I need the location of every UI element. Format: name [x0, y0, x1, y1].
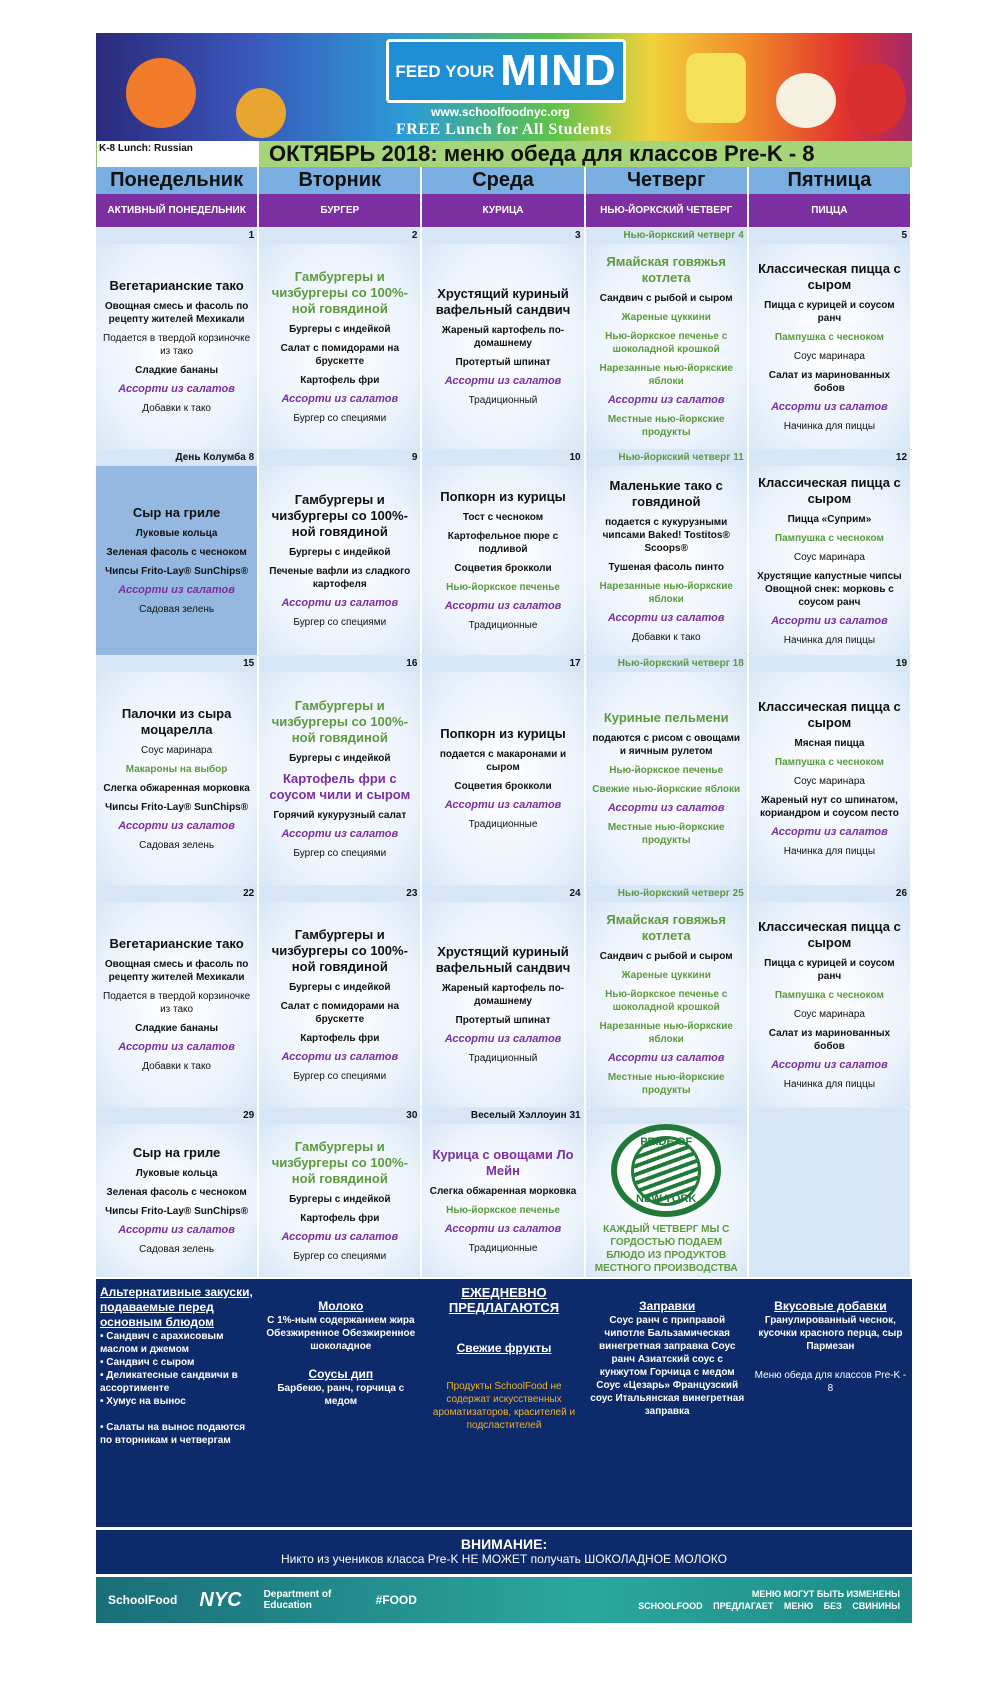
menu-item: Нарезанные нью-йоркские яблоки — [599, 1021, 733, 1045]
banner-tagline: FREE Lunch for All Students — [396, 121, 612, 138]
menu-grade-note: Меню обеда для классов Pre-K - 8 — [754, 1370, 907, 1394]
menu-item: Картофельное пюре с подливой — [447, 531, 559, 555]
menu-item: Соцветия брокколи — [454, 563, 552, 574]
day-cell — [259, 1108, 422, 1277]
menu-item: Тушеная фасоль пинто — [608, 561, 724, 573]
alternatives-item: • Хумус на вынос — [100, 1396, 186, 1407]
day-date: Веселый Хэллоуин 31 — [422, 1108, 583, 1124]
menu-item: Ассорти из салатов — [444, 600, 562, 612]
bottom-right-note — [638, 1588, 900, 1612]
doe-logo: Department of Education — [263, 1589, 332, 1611]
menu-item: Луковые кольца — [135, 528, 218, 539]
daily-fruit: Свежие фрукты — [456, 1341, 552, 1355]
menu-item: Гамбургеры и чизбургеры со 100%-ной говядиной — [271, 926, 408, 974]
menu-item: Чипсы Frito-Lay® SunChips® — [105, 566, 249, 577]
menu-item: Печеные вафли из сладкого картофеля — [269, 566, 411, 590]
day-date: 23 — [259, 886, 420, 902]
menu-item: Ассорти из салатов — [281, 1230, 399, 1243]
menu-item: Ассорти из салатов — [444, 375, 562, 387]
chocolate-milk-notice — [96, 1530, 912, 1574]
alternatives-item: • Сандвич с арахисовым маслом и джемом — [100, 1331, 224, 1355]
menu-item: Вегетарианские тако — [109, 278, 244, 293]
menu-item: Добавки к тако — [631, 631, 701, 643]
menu-item: Начинка для пиццы — [783, 420, 876, 432]
menu-item: Ассорти из салатов — [118, 819, 235, 832]
day-menu — [749, 466, 910, 655]
day-menu — [422, 902, 583, 1107]
menu-item: Хрустящий куриный вафельный сандвич — [435, 286, 571, 317]
menu-item: Ассорти из салатов — [607, 1052, 725, 1064]
day-cell — [96, 450, 259, 655]
logo-right-text: MIND — [500, 46, 617, 95]
feed-your-mind-banner — [96, 33, 912, 141]
day-date: Нью-йоркский четверг 11 — [586, 450, 747, 466]
week-row — [96, 885, 912, 1107]
menu-item: Пампушка с чесноком — [774, 757, 884, 768]
seal-bottom-text: NEW YORK — [636, 1193, 697, 1205]
milk-mascot-icon — [686, 53, 746, 123]
menu-item: подается с макаронами и сыром — [439, 749, 567, 773]
menu-item: Ассорти из салатов — [444, 1033, 562, 1045]
day-menu — [422, 466, 583, 655]
weekday-monday: Понедельник — [96, 167, 259, 194]
menu-item: Местные нью-йоркские продукты — [607, 822, 725, 846]
day-cell — [259, 886, 422, 1107]
day-date: 2 — [259, 228, 420, 244]
menu-item: Ассорти из салатов — [118, 383, 235, 395]
menu-item: Ассорти из салатов — [444, 1222, 562, 1235]
day-cell — [259, 450, 422, 655]
menu-item: Бургер со специями — [293, 847, 387, 859]
menu-item: Бургеры с индейкой — [289, 752, 391, 764]
pride-of-new-york-seal — [611, 1124, 721, 1217]
day-cell — [586, 886, 749, 1107]
footer-daily — [422, 1279, 585, 1527]
menu-item: Хрустящий куриный вафельный сандвич — [435, 944, 571, 975]
menu-item: Зеленая фасоль с чесноком — [106, 1187, 247, 1198]
menu-item: Пицца с курицей и соусом ранч — [764, 957, 895, 982]
menu-item: Ассорти из салатов — [771, 400, 888, 413]
menu-item: Ассорти из салатов — [281, 1050, 399, 1063]
menu-item: Ассорти из салатов — [281, 597, 399, 609]
menu-item: Пицца «Суприм» — [787, 513, 872, 525]
menu-item: Нарезанные нью-йоркские яблоки — [599, 580, 733, 605]
menu-item: Традиционные — [468, 1242, 538, 1254]
menu-item: Салат из маринованных бобов — [768, 369, 891, 394]
menu-item: Бургеры с индейкой — [289, 1193, 391, 1205]
menu-item: Садовая зелень — [139, 1244, 215, 1255]
menu-change-note: МЕНЮ МОГУТ БЫТЬ ИЗМЕНЕНЫ — [751, 1589, 900, 1599]
notice-title: ВНИМАНИЕ: — [460, 1536, 548, 1552]
daily-note: Продукты SchoolFood не содержат искусственных ароматизаторов, красителей и подсластителей — [432, 1381, 576, 1431]
flavors-text: Гранулированный чеснок, кусочки красного перца, сыр Пармезан — [758, 1315, 903, 1352]
menu-item: Гамбургеры и чизбургеры со 100%-ной говядиной — [271, 492, 408, 539]
menu-item: Чипсы Frito-Lay® SunChips® — [105, 1206, 249, 1217]
day-menu — [259, 466, 420, 655]
theme-tuesday: БУРГЕР — [259, 194, 422, 227]
menu-item: Соус маринара — [793, 551, 865, 563]
day-menu — [259, 1124, 420, 1277]
menu-item: Нью-йоркское печенье — [446, 582, 560, 593]
menu-item: Слегка обжаренная морковка — [103, 782, 250, 794]
apple-mascot-icon — [846, 63, 906, 133]
day-date: 24 — [422, 886, 583, 902]
menu-item: Свежие нью-йоркские яблоки — [592, 784, 741, 795]
menu-item: Чипсы Frito-Lay® SunChips® — [105, 801, 249, 813]
menu-item: Попкорн из курицы — [440, 489, 566, 504]
menu-item: Бургер со специями — [293, 1250, 387, 1262]
menu-item: Жареный нут со шпинатом, кориандром и соусом песто — [759, 795, 899, 819]
menu-item: Ассорти из салатов — [771, 1058, 888, 1071]
day-cell — [259, 656, 422, 885]
menu-item: Куриные пельмени — [603, 710, 729, 725]
logo-left-text: FEED YOUR — [395, 61, 495, 81]
day-cell — [96, 228, 259, 449]
menu-item: Вегетарианские тако — [109, 936, 244, 951]
day-date: 19 — [749, 656, 910, 672]
fruit-mascot-icon — [236, 88, 286, 138]
day-menu — [422, 244, 583, 449]
day-menu — [586, 244, 747, 449]
milk-title: Молоко — [318, 1299, 364, 1313]
menu-item: Картофель фри — [300, 1032, 380, 1044]
day-menu — [749, 672, 910, 885]
daily-title: ЕЖЕДНЕВНО ПРЕДЛАГАЮТСЯ — [448, 1285, 560, 1315]
menu-item: Местные нью-йоркские продукты — [607, 1072, 725, 1096]
menu-item: подаются с рисом с овощами и яичным рулетом — [592, 733, 741, 757]
seal-top-text: PRIDE OF — [640, 1136, 693, 1148]
menu-item: Начинка для пиццы — [783, 634, 876, 646]
day-date: 9 — [259, 450, 420, 466]
day-date: Нью-йоркский четверг 4 — [586, 228, 747, 244]
menu-item: Картофель фри с соусом чили и сыром — [269, 770, 411, 802]
menu-item: Соус маринара — [793, 1008, 865, 1020]
day-cell — [586, 228, 749, 449]
menu-item: Ассорти из салатов — [607, 394, 725, 406]
day-date: 17 — [422, 656, 583, 672]
menu-item: Соцветия брокколи — [454, 781, 552, 792]
menu-item: Ассорти из салатов — [118, 1041, 235, 1053]
menu-item: Жареный картофель по-домашнему — [441, 325, 565, 349]
menu-item: Садовая зелень — [139, 839, 215, 851]
menu-item: Сыр на гриле — [132, 505, 221, 520]
menu-item: Салат с помидорами на брускетте — [280, 342, 400, 367]
day-cell — [96, 656, 259, 885]
alternatives-item: • Деликатесные сандвичи в ассортименте — [100, 1370, 238, 1394]
day-cell — [749, 450, 912, 655]
day-date: День Колумба 8 — [96, 450, 257, 466]
menu-item: Луковые кольца — [135, 1168, 218, 1179]
theme-friday: ПИЦЦА — [749, 194, 912, 227]
banner-url[interactable]: www.schoolfoodnyc.org — [431, 105, 570, 119]
menu-item: Ассорти из салатов — [444, 799, 562, 811]
page-title: ОКТЯБРЬ 2018: меню обеда для классов Pre-K - 8 — [259, 141, 912, 167]
day-menu — [586, 466, 747, 655]
menu-item: Гамбургеры и чизбургеры со 100%-ной говядиной — [271, 697, 408, 745]
day-cell — [586, 450, 749, 655]
day-menu — [96, 672, 257, 885]
menu-item: Ассорти из салатов — [281, 827, 399, 840]
menu-item: Классическая пицца с сыром — [758, 699, 901, 730]
menu-item: Протертый шпинат — [455, 357, 551, 368]
alternatives-item: • Сандвич с сыром — [100, 1357, 195, 1368]
menu-calendar-grid — [96, 227, 912, 1277]
menu-item: Ассорти из салатов — [771, 614, 888, 627]
menu-item: Овощная смесь и фасоль по рецепту жителей Мехикали — [104, 301, 249, 325]
day-date: 10 — [422, 450, 583, 466]
day-menu — [422, 672, 583, 885]
theme-monday: АКТИВНЫЙ ПОНЕДЕЛЬНИК — [96, 194, 259, 227]
menu-item: Нарезанные нью-йоркские яблоки — [599, 363, 733, 387]
menu-item: Сладкие бананы — [135, 365, 219, 376]
day-menu — [96, 466, 257, 655]
day-date: 30 — [259, 1108, 420, 1124]
menu-item: Ассорти из салатов — [118, 584, 235, 596]
menu-item: Протертый шпинат — [455, 1015, 551, 1026]
pork-free-note: SCHOOLFOOD ПРЕДЛАГАЕТ МЕНЮ БЕЗ СВИНИНЫ — [638, 1601, 900, 1611]
day-cell — [422, 886, 585, 1107]
day-date: 15 — [96, 656, 257, 672]
menu-item: Картофель фри — [300, 374, 380, 386]
menu-item: Салат из маринованных бобов — [768, 1027, 891, 1052]
week-row — [96, 227, 912, 449]
menu-item: Нью-йоркское печенье — [609, 765, 724, 776]
day-date: 29 — [96, 1108, 257, 1124]
day-menu — [96, 1124, 257, 1277]
bottom-logo-bar — [96, 1577, 912, 1623]
menu-item: Традиционный — [468, 1053, 538, 1064]
menu-item: Бургер со специями — [293, 412, 387, 424]
menu-item: Подается в твердой корзиночке из тако — [103, 991, 251, 1015]
menu-item: Мясная пицца — [794, 738, 865, 749]
theme-row — [96, 194, 912, 227]
footer-alternatives — [96, 1279, 259, 1527]
menu-page — [96, 33, 912, 1623]
menu-item: Нью-йоркское печенье с шоколадной крошкой — [605, 331, 728, 355]
day-date: Нью-йоркский четверг 18 — [586, 656, 747, 672]
day-date — [749, 1108, 910, 1124]
menu-item: Бургеры с индейкой — [289, 323, 391, 335]
menu-item: Соус маринара — [793, 350, 865, 362]
menu-item: Соус маринара — [141, 744, 213, 756]
program-label: K-8 Lunch: Russian — [97, 141, 259, 167]
menu-item: Ассорти из салатов — [771, 826, 888, 838]
menu-item: КАЖДЫЙ ЧЕТВЕРГ МЫ С ГОРДОСТЬЮ ПОДАЕМ БЛЮДО ИЗ ПРОДУКТОВ МЕСТНОГО ПРОИЗВОДСТВА — [594, 1224, 738, 1274]
day-menu — [749, 244, 910, 449]
notice-text: Никто из учеников класса Pre-K НЕ МОЖЕТ получать ШОКОЛАДНОЕ МОЛОКО — [281, 1552, 727, 1566]
day-menu — [96, 244, 257, 449]
day-date: Нью-йоркский четверг 25 — [586, 886, 747, 902]
menu-item: Нью-йоркское печенье — [446, 1204, 560, 1216]
menu-item: Классическая пицца с сыром — [758, 260, 901, 292]
day-cell — [259, 228, 422, 449]
footer-milk — [259, 1279, 422, 1527]
day-date: 12 — [749, 450, 910, 466]
menu-item: Бургер со специями — [293, 1070, 387, 1082]
day-menu — [259, 902, 420, 1107]
dressings-title: Заправки — [639, 1299, 696, 1313]
menu-item: Картофель фри — [300, 1212, 380, 1224]
day-cell — [422, 656, 585, 885]
menu-item: Начинка для пиццы — [783, 1078, 876, 1090]
menu-item: Местные нью-йоркские продукты — [607, 414, 725, 438]
menu-item: Гамбургеры и чизбургеры со 100%-ной говядиной — [271, 1138, 408, 1186]
menu-item: Слегка обжаренная морковка — [429, 1185, 577, 1197]
footer-dressings — [586, 1279, 749, 1527]
day-menu — [586, 672, 747, 885]
week-row — [96, 655, 912, 885]
day-cell — [422, 228, 585, 449]
theme-thursday: НЬЮ-ЙОРКСКИЙ ЧЕТВЕРГ — [586, 194, 749, 227]
milk-text: С 1%-ным содержанием жира Обезжиренное Обезжиренное шоколадное — [266, 1315, 416, 1352]
weekday-header — [96, 167, 912, 194]
office-of-food-logo: #FOOD — [375, 1593, 417, 1607]
menu-item: Палочки из сыра моцарелла — [121, 705, 232, 737]
menu-item: Овощная смесь и фасоль по рецепту жителей Мехикали — [104, 959, 249, 983]
menu-item: Салат с помидорами на брускетте — [280, 1000, 400, 1025]
menu-item: Традиционные — [468, 819, 538, 830]
week-row — [96, 449, 912, 655]
day-menu — [586, 902, 747, 1107]
menu-item: Жареный картофель по-домашнему — [441, 983, 565, 1007]
day-menu — [96, 902, 257, 1107]
day-date: 1 — [96, 228, 257, 244]
menu-item: Пампушка с чесноком — [774, 989, 884, 1001]
day-cell — [749, 656, 912, 885]
day-cell — [586, 1108, 749, 1277]
menu-item: Зеленая фасоль с чесноком — [106, 547, 247, 558]
title-row — [96, 141, 912, 167]
menu-item: Пицца с курицей и соусом ранч — [764, 299, 895, 324]
menu-item: Классическая пицца с сыром — [758, 474, 901, 506]
menu-item: Начинка для пиццы — [783, 846, 876, 857]
flavors-title: Вкусовые добавки — [774, 1299, 887, 1313]
alternatives-item: • Салаты на вынос подаются по вторникам и четвергам — [100, 1422, 246, 1446]
day-menu — [259, 672, 420, 885]
menu-item: Бургеры с индейкой — [289, 981, 391, 993]
orange-mascot-icon — [126, 58, 196, 128]
menu-item: Ассорти из салатов — [281, 392, 399, 405]
day-date: 3 — [422, 228, 583, 244]
menu-item: Пампушка с чесноком — [774, 331, 884, 343]
day-cell — [96, 886, 259, 1107]
menu-item: Нью-йоркское печенье с шоколадной крошкой — [605, 989, 728, 1013]
menu-item: Ассорти из салатов — [118, 1224, 235, 1236]
day-cell — [96, 1108, 259, 1277]
menu-item: Подается в твердой корзиночке из тако — [103, 333, 251, 357]
day-cell — [749, 1108, 912, 1277]
alternatives-title: Альтернативные закуски, подаваемые перед основным блюдом — [100, 1285, 253, 1329]
menu-item: Соус маринара — [793, 776, 865, 787]
footer-flavors — [749, 1279, 912, 1527]
day-cell — [422, 450, 585, 655]
day-date: 26 — [749, 886, 910, 902]
nyc-logo: NYC — [199, 1588, 242, 1611]
week-row — [96, 1107, 912, 1277]
day-menu — [586, 1124, 747, 1277]
menu-item: Макароны на выбор — [125, 763, 228, 775]
day-menu — [749, 902, 910, 1107]
day-menu — [422, 1124, 583, 1277]
menu-item: Ямайская говяжья котлета — [606, 912, 726, 943]
footer-info — [96, 1279, 912, 1527]
menu-item: Ассорти из салатов — [607, 611, 725, 624]
theme-wednesday: КУРИЦА — [422, 194, 585, 227]
day-cell — [749, 886, 912, 1107]
menu-item: Сладкие бананы — [135, 1023, 219, 1034]
feed-your-mind-logo — [386, 39, 626, 103]
menu-item: Ямайская говяжья котлета — [606, 254, 726, 285]
menu-item: Жареные цуккини — [621, 970, 711, 981]
weekday-thursday: Четверг — [586, 167, 749, 194]
menu-item: Традиционный — [468, 395, 538, 406]
menu-item: Хрустящие капустные чипсы Овощной снек: морковь с соусом ранч — [757, 570, 902, 608]
day-cell — [586, 656, 749, 885]
day-date: 16 — [259, 656, 420, 672]
menu-item: Добавки к тако — [142, 1061, 211, 1072]
menu-item: Попкорн из курицы — [440, 726, 566, 741]
menu-item: Маленькие тако с говядиной — [609, 477, 723, 509]
day-date: 22 — [96, 886, 257, 902]
schoolfood-logo: SchoolFood — [108, 1593, 178, 1607]
dips-title: Соусы дип — [308, 1367, 374, 1381]
menu-item: Ассорти из салатов — [607, 802, 725, 814]
weekday-tuesday: Вторник — [259, 167, 422, 194]
menu-item: подается с кукурузными чипсами Baked! Tostitos® Scoops® — [602, 516, 730, 554]
dips-text: Барбекю, ранч, горчица с медом — [277, 1383, 405, 1407]
day-menu — [259, 244, 420, 449]
menu-item: Бургеры с индейкой — [289, 547, 391, 558]
menu-item: Сыр на гриле — [132, 1145, 221, 1160]
menu-item: Сандвич с рыбой и сыром — [599, 951, 733, 962]
menu-item: Жареные цуккини — [621, 312, 711, 323]
dressings-text: Соус ранч с приправой чипотле Бальзамическая винегретная заправка Соус ранч Азиатский соус с кунжутом Горчица с медом Соус «Цезарь» Французский соус Итальянская винегретная заправка — [590, 1315, 745, 1417]
day-date — [586, 1108, 747, 1124]
menu-item: Курица с овощами Ло Мейн — [432, 1146, 574, 1178]
menu-item: Классическая пицца с сыром — [758, 918, 901, 950]
day-cell — [749, 228, 912, 449]
day-cell — [422, 1108, 585, 1277]
menu-item: Горячий кукурузный салат — [273, 809, 407, 821]
day-date: 5 — [749, 228, 910, 244]
weekday-friday: Пятница — [749, 167, 912, 194]
cereal-bowl-icon — [776, 73, 836, 128]
menu-item: Сандвич с рыбой и сыром — [599, 293, 733, 304]
menu-item: Садовая зелень — [139, 604, 215, 615]
menu-item: Тост с чесноком — [462, 512, 544, 523]
menu-item: Традиционные — [468, 620, 538, 631]
day-menu — [749, 1124, 910, 1277]
menu-item: Гамбургеры и чизбургеры со 100%-ной говядиной — [271, 268, 408, 316]
weekday-wednesday: Среда — [422, 167, 585, 194]
menu-item: Пампушка с чесноком — [774, 532, 884, 544]
menu-item: Бургер со специями — [293, 617, 387, 628]
menu-item: Добавки к тако — [142, 403, 211, 414]
